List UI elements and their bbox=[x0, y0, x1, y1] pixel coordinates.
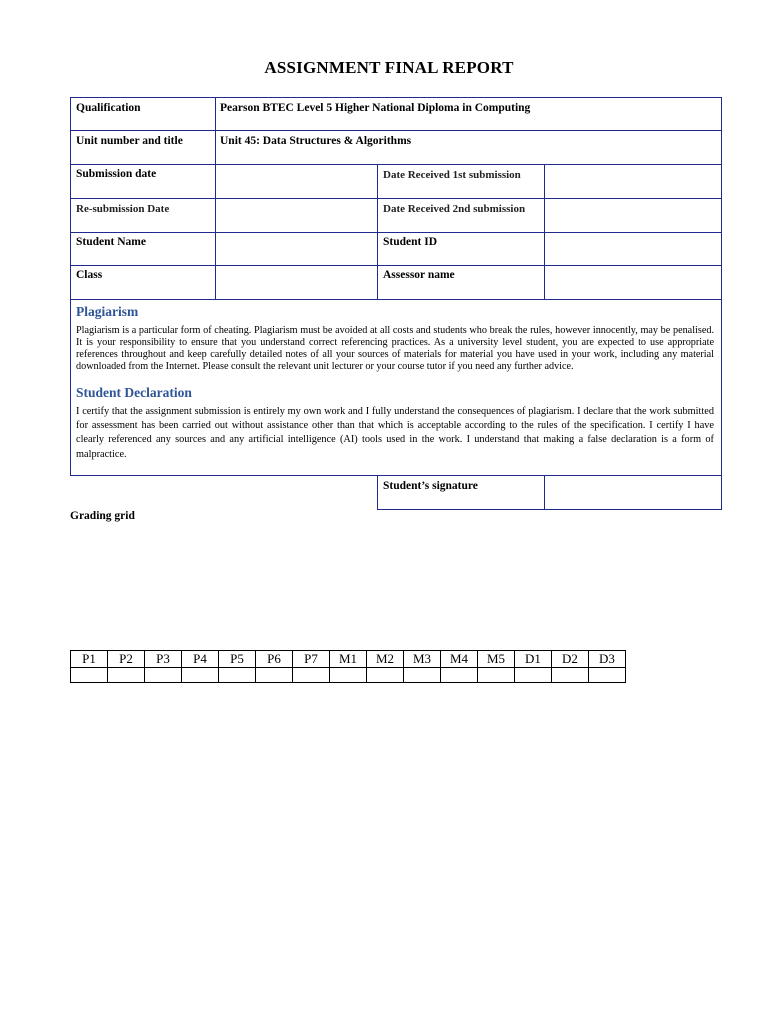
grade-criterion-m5: M5 bbox=[478, 651, 515, 668]
declaration-heading: Student Declaration bbox=[76, 385, 192, 400]
grade-cell-p1 bbox=[71, 668, 108, 683]
grade-criterion-p6: P6 bbox=[256, 651, 293, 668]
date-received-2-label: Date Received 2nd submission bbox=[383, 203, 526, 215]
grade-criterion-p1: P1 bbox=[71, 651, 108, 668]
grade-cell-m2 bbox=[367, 668, 404, 683]
grade-cell-d1 bbox=[515, 668, 552, 683]
plagiarism-heading: Plagiarism bbox=[76, 304, 139, 319]
grade-cell-m3 bbox=[404, 668, 441, 683]
grade-criterion-m4: M4 bbox=[441, 651, 478, 668]
grade-criterion-p7: P7 bbox=[293, 651, 330, 668]
grade-criterion-d2: D2 bbox=[552, 651, 589, 668]
grade-criterion-m1: M1 bbox=[330, 651, 367, 668]
grade-cell-m1 bbox=[330, 668, 367, 683]
grade-cell-d2 bbox=[552, 668, 589, 683]
grade-cell-p6 bbox=[256, 668, 293, 683]
grade-cell-p4 bbox=[182, 668, 219, 683]
grade-cell-p3 bbox=[145, 668, 182, 683]
grade-criterion-p3: P3 bbox=[145, 651, 182, 668]
grade-cell-d3 bbox=[589, 668, 626, 683]
assessor-name-label: Assessor name bbox=[383, 269, 455, 281]
class-label: Class bbox=[76, 269, 103, 281]
grade-entry-row bbox=[71, 668, 626, 683]
grade-criterion-p4: P4 bbox=[182, 651, 219, 668]
grade-criterion-m3: M3 bbox=[404, 651, 441, 668]
grading-grid-label: Grading grid bbox=[70, 510, 135, 522]
grade-cell-p2 bbox=[108, 668, 145, 683]
grade-criterion-p2: P2 bbox=[108, 651, 145, 668]
qualification-label: Qualification bbox=[76, 102, 141, 114]
unit-label: Unit number and title bbox=[76, 135, 183, 147]
qualification-value: Pearson BTEC Level 5 Higher National Diploma in Computing bbox=[220, 102, 531, 114]
date-received-1-label: Date Received 1st submission bbox=[383, 169, 521, 181]
student-id-label: Student ID bbox=[383, 236, 438, 248]
resubmission-date-label: Re-submission Date bbox=[76, 203, 170, 215]
grade-cell-m5 bbox=[478, 668, 515, 683]
grade-cell-p5 bbox=[219, 668, 256, 683]
submission-date-label: Submission date bbox=[76, 168, 157, 180]
grade-cell-m4 bbox=[441, 668, 478, 683]
grade-criterion-d1: D1 bbox=[515, 651, 552, 668]
grade-cell-p7 bbox=[293, 668, 330, 683]
unit-value: Unit 45: Data Structures & Algorithms bbox=[220, 135, 412, 147]
plagiarism-text: Plagiarism is a particular form of cheating. Plagiarism must be avoided at all costs and students who break the rules, however innocently, may be penalised. It is your responsibility to ensure that you understand correct referencing practices. As a university level student, you are expected to use appropriate references throughout and keep carefully detailed notes of all your sources of materials for material you have used in your work, including any material downloaded from the Internet. Please consult the relevant unit lecturer or your course tutor if you need any further advice. bbox=[76, 325, 714, 373]
grade-criterion-m2: M2 bbox=[367, 651, 404, 668]
grade-criterion-d3: D3 bbox=[589, 651, 626, 668]
student-name-label: Student Name bbox=[76, 236, 146, 248]
declaration-text: I certify that the assignment submission is entirely my own work and I fully understand the consequences of plagiarism. I declare that the work submitted for assessment has been carried out without assistance other than that which is acceptable according to the rules of the specification. I certify I have clearly referenced any sources and any artificial intelligence (AI) tools used in the work. I understand that making a false declaration is a form of malpractice. bbox=[76, 406, 714, 460]
grading-grid-table bbox=[70, 650, 626, 683]
page-title: ASSIGNMENT FINAL REPORT bbox=[264, 58, 514, 77]
grade-header-row bbox=[71, 651, 626, 668]
grade-criterion-p5: P5 bbox=[219, 651, 256, 668]
signature-label: Student’s signature bbox=[383, 480, 478, 492]
